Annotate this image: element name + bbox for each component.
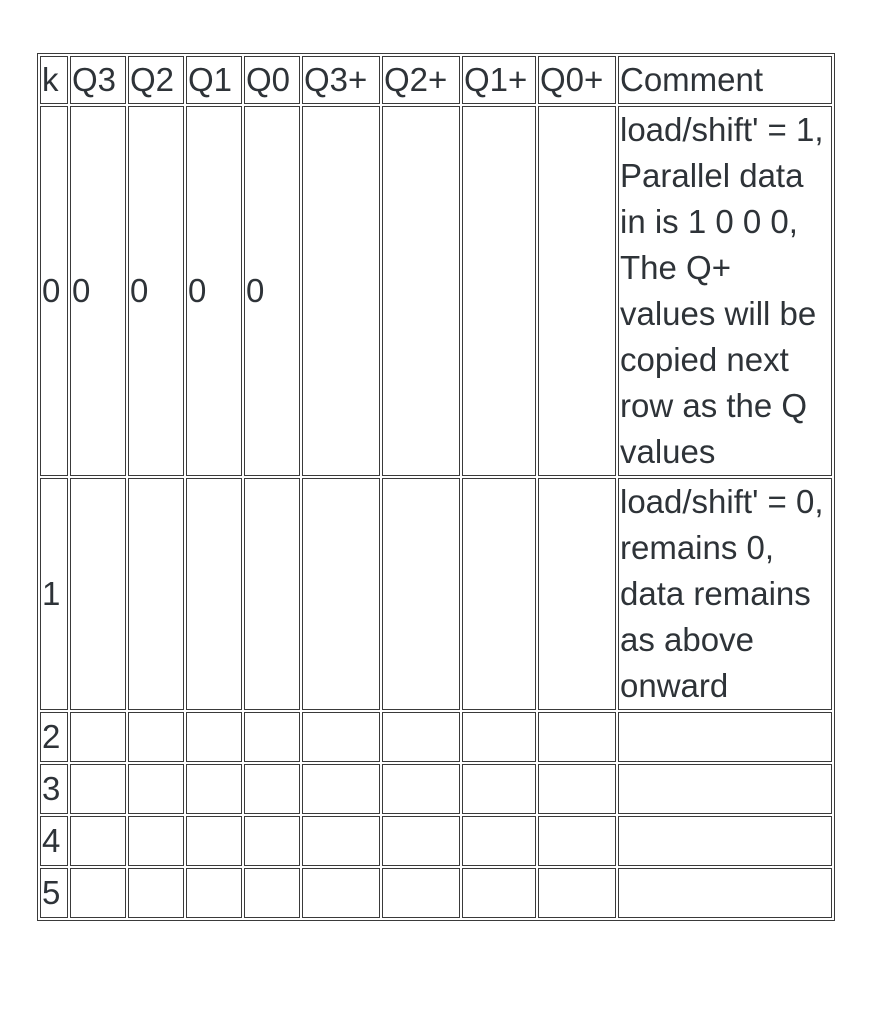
header-q3: Q3 <box>70 56 126 104</box>
table-row <box>40 712 832 762</box>
cell-k: 1 <box>40 478 68 710</box>
cell-k: 2 <box>40 712 68 762</box>
table-row <box>40 764 832 814</box>
cell-q1 <box>186 816 242 866</box>
cell-q3-next <box>302 478 380 710</box>
cell-k: 3 <box>40 764 68 814</box>
header-comment: Comment <box>618 56 832 104</box>
cell-q2-next <box>382 816 460 866</box>
cell-q3 <box>70 816 126 866</box>
cell-q3 <box>70 868 126 918</box>
cell-q1 <box>186 478 242 710</box>
cell-comment <box>618 712 832 762</box>
cell-q1-next <box>462 478 536 710</box>
cell-comment: load/shift' = 1, Parallel data in is 1 0 0 0, The Q+ values will be copied next row as the Q values <box>618 106 832 476</box>
table-row <box>40 478 832 710</box>
cell-q3 <box>70 764 126 814</box>
cell-comment <box>618 764 832 814</box>
cell-q0-next <box>538 868 616 918</box>
cell-q0 <box>244 816 300 866</box>
cell-q3 <box>70 712 126 762</box>
cell-q1-next <box>462 764 536 814</box>
cell-q0 <box>244 712 300 762</box>
cell-q2 <box>128 712 184 762</box>
cell-q2 <box>128 816 184 866</box>
cell-q1: 0 <box>186 106 242 476</box>
header-q1-next: Q1+ <box>462 56 536 104</box>
header-q0-next: Q0+ <box>538 56 616 104</box>
cell-q0-next <box>538 478 616 710</box>
cell-k: 0 <box>40 106 68 476</box>
cell-comment <box>618 868 832 918</box>
cell-q3-next <box>302 106 380 476</box>
cell-q2-next <box>382 478 460 710</box>
cell-q0 <box>244 764 300 814</box>
cell-comment: load/shift' = 0, remains 0, data remains as above onward <box>618 478 832 710</box>
cell-k: 4 <box>40 816 68 866</box>
cell-q3-next <box>302 712 380 762</box>
cell-comment <box>618 816 832 866</box>
cell-q2-next <box>382 764 460 814</box>
cell-q3: 0 <box>70 106 126 476</box>
cell-q0-next <box>538 764 616 814</box>
cell-q2-next <box>382 712 460 762</box>
table-row <box>40 106 832 476</box>
cell-q3-next <box>302 816 380 866</box>
cell-q0-next <box>538 106 616 476</box>
cell-q0-next <box>538 712 616 762</box>
header-q3-next: Q3+ <box>302 56 380 104</box>
header-q2-next: Q2+ <box>382 56 460 104</box>
cell-k: 5 <box>40 868 68 918</box>
table-row <box>40 868 832 918</box>
cell-q1 <box>186 868 242 918</box>
header-q2: Q2 <box>128 56 184 104</box>
cell-q0 <box>244 868 300 918</box>
cell-q0: 0 <box>244 106 300 476</box>
cell-q2 <box>128 478 184 710</box>
cell-q2-next <box>382 106 460 476</box>
cell-q3-next <box>302 764 380 814</box>
header-k: k <box>40 56 68 104</box>
cell-q2: 0 <box>128 106 184 476</box>
cell-q1 <box>186 712 242 762</box>
cell-q0 <box>244 478 300 710</box>
table-row <box>40 816 832 866</box>
cell-q1-next <box>462 816 536 866</box>
cell-q2 <box>128 868 184 918</box>
cell-q2-next <box>382 868 460 918</box>
cell-q2 <box>128 764 184 814</box>
cell-q1-next <box>462 868 536 918</box>
cell-q3 <box>70 478 126 710</box>
cell-q1 <box>186 764 242 814</box>
shift-register-truth-table <box>37 53 835 921</box>
header-q0: Q0 <box>244 56 300 104</box>
header-row <box>40 56 832 104</box>
cell-q1-next <box>462 106 536 476</box>
cell-q1-next <box>462 712 536 762</box>
header-q1: Q1 <box>186 56 242 104</box>
cell-q3-next <box>302 868 380 918</box>
cell-q0-next <box>538 816 616 866</box>
